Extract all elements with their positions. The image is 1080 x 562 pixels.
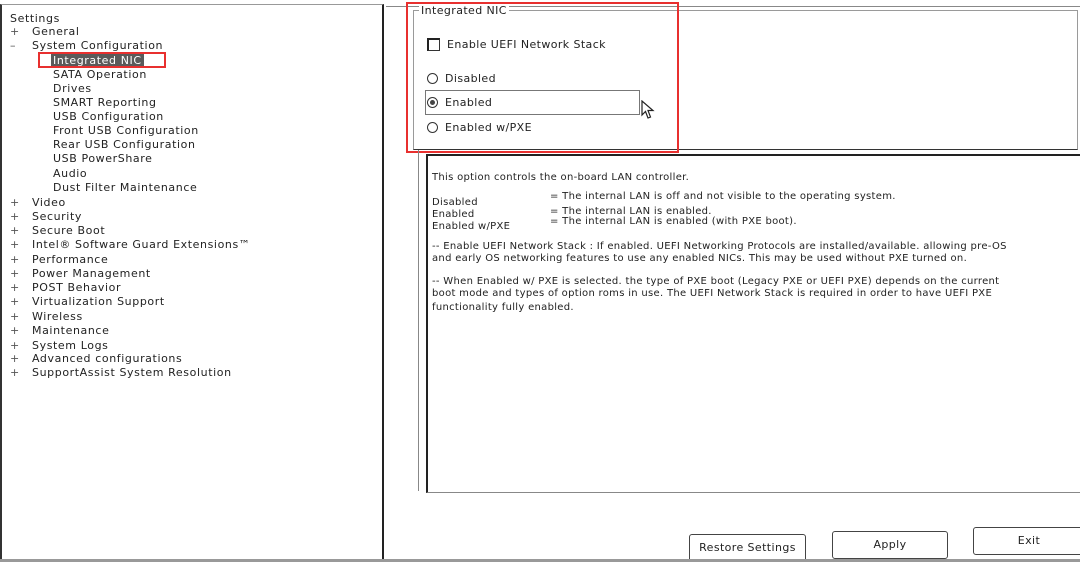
tree-child-smart-reporting[interactable]: SMART Reporting xyxy=(53,96,157,109)
tree-child-audio[interactable]: Audio xyxy=(53,167,88,180)
pane-border xyxy=(418,150,419,491)
help-text-panel xyxy=(426,154,1080,493)
restore-settings-button[interactable]: Restore Settings xyxy=(689,534,806,562)
tree-child-integrated-nic[interactable]: Integrated NIC xyxy=(53,54,142,67)
expand-icon[interactable]: + xyxy=(10,352,20,365)
expand-icon[interactable]: + xyxy=(10,238,20,251)
tree-child-rear-usb-configuration[interactable]: Rear USB Configuration xyxy=(53,138,196,151)
apply-button[interactable]: Apply xyxy=(832,531,948,559)
expand-icon[interactable]: + xyxy=(10,224,20,237)
help-pxe-note-line2: boot mode and types of option roms in use. The UEFI Network Stack is required in order to have UEFI PXE xyxy=(432,288,993,299)
highlight-annotation-panel xyxy=(406,2,679,153)
expand-icon[interactable]: + xyxy=(10,295,20,308)
radio-enabled-pxe-label[interactable]: Enabled w/PXE xyxy=(445,121,532,134)
help-desc-enabled: = The internal LAN is enabled. xyxy=(550,206,712,217)
help-desc-enabled-pxe: = The internal LAN is enabled (with PXE boot). xyxy=(550,216,797,227)
tree-root-settings: Settings xyxy=(10,12,60,25)
tree-child-dust-filter-maintenance[interactable]: Dust Filter Maintenance xyxy=(53,181,198,194)
help-intro: This option controls the on-board LAN controller. xyxy=(432,172,690,183)
expand-icon[interactable]: + xyxy=(10,253,20,266)
tree-child-drives[interactable]: Drives xyxy=(53,82,92,95)
help-term-enabled-pxe: Enabled w/PXE xyxy=(432,221,511,232)
tree-child-front-usb-configuration[interactable]: Front USB Configuration xyxy=(53,124,199,137)
settings-tree[interactable]: Settings + General – System Configuration Integrated NIC SATA Operation Drives SMART Reporting USB Configuration Front USB Configuration Rear USB Configuration USB PowerShare Audio Dust Filter Maintenance + Video + Security + Secure Boot + Intel® Software Guard Extensions™ + Performance + Power Management + POST Behavior + Virtualization Support + Wireless + Maintenance + System Logs + Advanced configurations + SupportAssist System Resolution xyxy=(0,4,384,562)
expand-icon[interactable]: + xyxy=(10,25,20,38)
help-term-enabled: Enabled xyxy=(432,209,475,220)
expand-icon[interactable]: + xyxy=(10,366,20,379)
tree-child-sata-operation[interactable]: SATA Operation xyxy=(53,68,147,81)
collapse-icon[interactable]: – xyxy=(10,39,17,52)
expand-icon[interactable]: + xyxy=(10,324,20,337)
expand-icon[interactable]: + xyxy=(10,267,20,280)
highlight-annotation-tree xyxy=(38,52,166,68)
enable-uefi-network-stack-label[interactable]: Enable UEFI Network Stack xyxy=(447,38,606,51)
groupbox-title: Integrated NIC xyxy=(421,4,507,17)
expand-icon[interactable]: + xyxy=(10,339,20,352)
help-pxe-note-line1: -- When Enabled w/ PXE is selected. the type of PXE boot (Legacy PXE or UEFI PXE) depends on the current xyxy=(432,276,1000,287)
expand-icon[interactable]: + xyxy=(10,196,20,209)
expand-icon[interactable]: + xyxy=(10,310,20,323)
help-term-disabled: Disabled xyxy=(432,197,478,208)
radio-disabled-label[interactable]: Disabled xyxy=(445,72,496,85)
exit-button[interactable]: Exit xyxy=(973,527,1080,555)
tree-child-usb-powershare[interactable]: USB PowerShare xyxy=(53,152,153,165)
tree-child-usb-configuration[interactable]: USB Configuration xyxy=(53,110,164,123)
help-uefi-note-line1: -- Enable UEFI Network Stack : If enabled. UEFI Networking Protocols are installed/available. allowing pre-OS xyxy=(432,241,1007,252)
expand-icon[interactable]: + xyxy=(10,210,20,223)
help-uefi-note-line2: and early OS networking features to use any enabled NICs. This may be used without PXE turned on. xyxy=(432,253,968,264)
help-pxe-note-line3: functionality fully enabled. xyxy=(432,302,574,313)
expand-icon[interactable]: + xyxy=(10,281,20,294)
help-desc-disabled: = The internal LAN is off and not visible to the operating system. xyxy=(550,191,896,202)
radio-enabled-label[interactable]: Enabled xyxy=(445,96,493,109)
